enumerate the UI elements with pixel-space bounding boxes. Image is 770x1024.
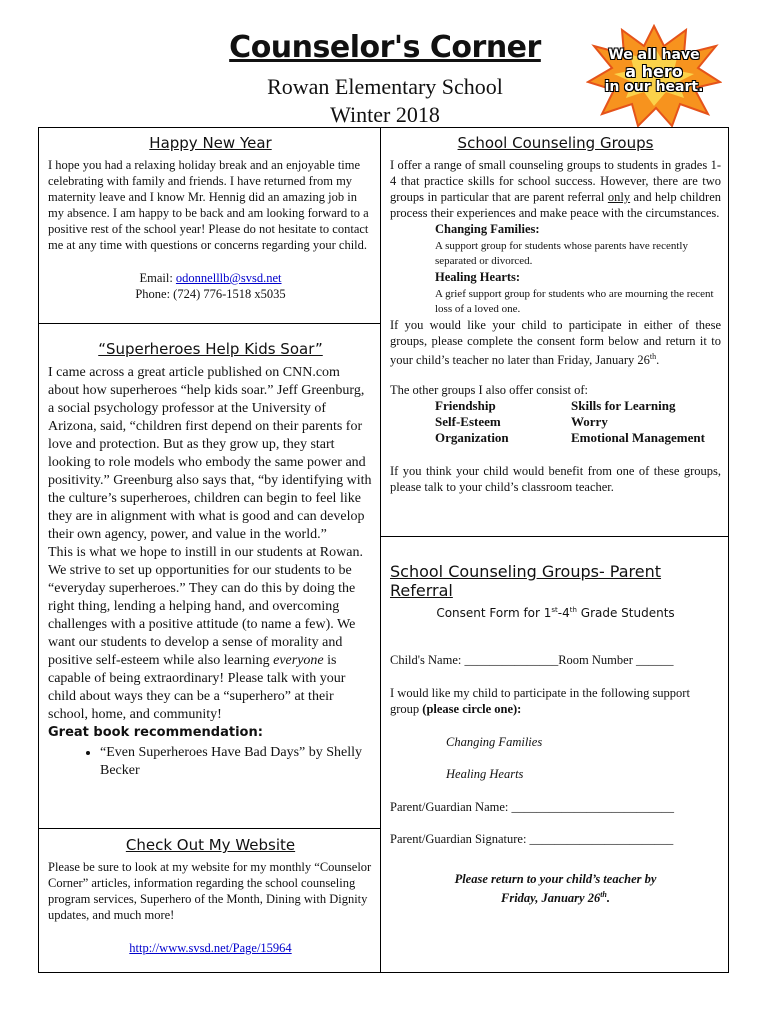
option-healing-hearts[interactable]: Healing Hearts: [446, 767, 524, 781]
superheroes-heading: “Superheroes Help Kids Soar”: [98, 340, 323, 358]
other-group-item: Friendship: [435, 398, 496, 414]
other-group-item: Emotional Management: [571, 430, 705, 446]
term-label: Winter 2018: [330, 102, 440, 127]
happy-new-year-section: [48, 134, 373, 302]
benefit-text: If you think your child would benefit from one of these groups, please talk to your child’s classroom teacher.: [390, 464, 721, 495]
other-groups-label: The other groups I also offer consist of:: [390, 383, 588, 398]
superheroes-body-2b: is capable of being extraordinary! Please talk with your child about ways they can be a “superhero” at their school, home, and community!: [48, 653, 346, 722]
guardian-signature-field[interactable]: Parent/Guardian Signature: _______________________: [390, 832, 674, 846]
school-name: Rowan Elementary School: [267, 74, 503, 99]
email-label: Email:: [139, 271, 176, 285]
divider-right-1: [381, 536, 729, 537]
badge-line-1: We all have: [608, 47, 700, 63]
other-group-item: Skills for Learning: [571, 398, 676, 414]
divider-left-2: [38, 828, 381, 829]
return-instructions: Please return to your child’s teacher by: [454, 872, 657, 886]
option-changing-families[interactable]: Changing Families: [446, 735, 543, 749]
divider-left-1: [38, 323, 381, 324]
other-group-item: Organization: [435, 430, 509, 446]
participate-b: .: [656, 353, 660, 368]
superheroes-section: [48, 340, 373, 780]
group-2-title: Healing Hearts:: [435, 270, 521, 284]
newsletter-title: Counselor's Corner: [229, 30, 541, 65]
groups-intro-only: only: [607, 190, 631, 204]
participate-request: [390, 685, 721, 717]
book-list: [48, 744, 373, 780]
happy-new-year-body: I hope you had a relaxing holiday break and an enjoyable time celebrating with family and friends. I have returned from my maternity leave and I know Mr. Hennig did an amazing job in my absence. I am happy to be back and am looking forward to a positive rest of the school year! Please do not hesitate to contact me at any time with questions or concerns regarding your child.: [48, 158, 369, 252]
groups-heading: School Counseling Groups: [457, 134, 654, 152]
emphasis-everyone: everyone: [273, 653, 324, 668]
referral-sub-sup1: st: [551, 606, 558, 614]
guardian-name-field[interactable]: Parent/Guardian Name: __________________________: [390, 800, 674, 814]
other-group-item: Self-Esteem: [435, 414, 501, 430]
return-date: [390, 887, 721, 906]
referral-sub-b: -4: [557, 606, 570, 620]
other-groups-grid: [390, 398, 721, 446]
group-2-desc: A grief support group for students who are mourning the recent loss of a loved one.: [435, 288, 714, 315]
return-date-a: Friday, January 26: [501, 891, 601, 906]
other-group-item: Worry: [571, 414, 608, 430]
referral-heading: School Counseling Groups- Parent Referral: [390, 562, 662, 600]
childs-name-field[interactable]: Child's Name: _______________Room Number ______: [390, 653, 674, 667]
website-link[interactable]: http://www.svsd.net/Page/15964: [129, 941, 292, 955]
superheroes-body-2: [48, 544, 373, 724]
referral-subheading: [390, 606, 721, 620]
email-line: [48, 270, 373, 286]
group-1-title: Changing Families:: [435, 222, 540, 236]
return-date-c: .: [606, 891, 610, 906]
return-date-sup: th: [600, 890, 607, 899]
email-link[interactable]: odonnelllb@svsd.net: [175, 271, 282, 285]
participate-text: [390, 317, 721, 368]
groups-intro-b: and help children process their experiences and make peace with the circumstances.: [390, 190, 721, 220]
website-heading: Check Out My Website: [125, 836, 296, 854]
participate-request-b: (please circle one):: [422, 702, 522, 716]
group-1-desc: A support group for students whose parents have recently separated or divorced.: [435, 240, 688, 267]
book-recommendation-label: Great book recommendation:: [48, 725, 263, 740]
referral-section: [390, 562, 721, 906]
participate-sup: th: [649, 352, 657, 361]
superheroes-body-2a: This is what we hope to instill in our students at Rowan. We strive to set up opportunities for our students to be “everyday superheroes.” They can do this by doing the right thing, lending a helping hand, and overcoming challenges with a positive attitude (to name a few). We want our students to develop a sense of morality and positive self-esteem while also learning: [48, 545, 363, 668]
referral-sub-sup2: th: [569, 606, 577, 614]
hero-badge-text: [594, 48, 714, 95]
referral-sub-c: Grade Students: [576, 606, 675, 620]
happy-new-year-heading: Happy New Year: [149, 134, 272, 152]
website-body: Please be sure to look at my website for my monthly “Counselor Corner” articles, information regarding the school counseling program services, Superhero of the Month, Dining with Dignity updates, and much more!: [48, 860, 372, 922]
referral-sub-a: Consent Form for 1: [436, 606, 552, 620]
groups-intro-a: I offer a range of small counseling groups to students in grades 1-4 that practice skills for school success. However, there are two groups in particular that are parent referral: [390, 158, 721, 204]
superheroes-body: I came across a great article published on CNN.com about how superheroes “help kids soar.” Jeff Greenburg, a social psychology professor at the University of Arizona, said, “children first depend on their parents for love and protection. But as they grow up, they start looking to role models who embody the same power and positivity.” Greenburg also says that, “by identifying with the culture’s superheroes, children can begin to feel like they are in alignment with what is good and can develop their own agency, power, and value in the world.”: [48, 365, 372, 542]
badge-line-3: in our heart.: [604, 79, 704, 95]
website-section: [48, 836, 373, 956]
groups-intro: [390, 157, 721, 221]
participate-a: If you would like your child to participate in either of these groups, please complete the consent form below and return it to your child’s teacher no later than Friday, January 26: [390, 318, 721, 368]
phone-line: Phone: (724) 776-1518 x5035: [135, 287, 286, 301]
participate-request-a: I would like my child to participate in the following support group: [390, 686, 690, 716]
book-list-item: • “Even Superheroes Have Bad Days” by Shelly Becker: [100, 744, 373, 780]
groups-section: [390, 134, 721, 495]
badge-line-2: a hero: [625, 62, 683, 81]
